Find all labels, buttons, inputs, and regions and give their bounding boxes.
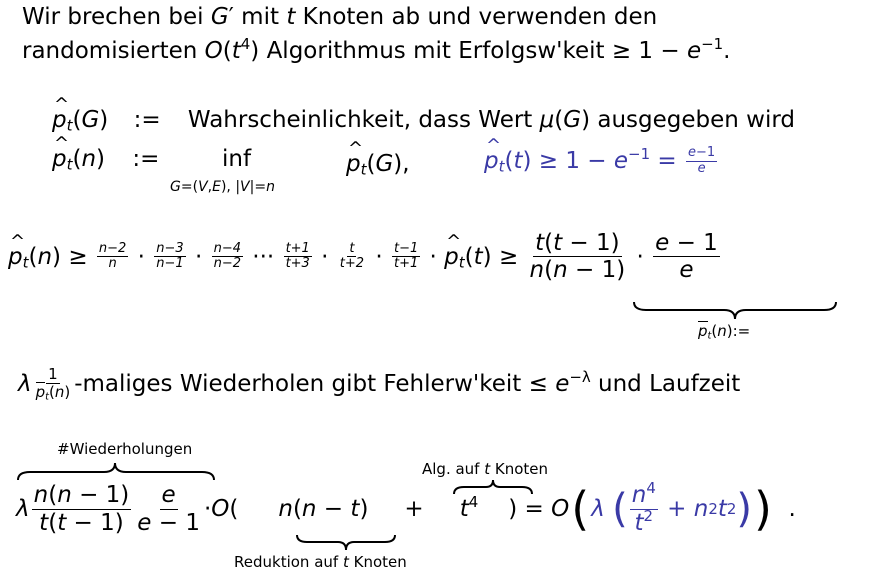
underbrace-pbar: [632, 300, 838, 322]
intro-line-2: randomisierten $O(t^4)$ Algorithmus mit Erfolgsw'keit ≥ $1 - e^{-1}$.: [22, 35, 731, 64]
def-row-1: ^ $p_t(G)$ := Wahrscheinlichkeit, dass Wert μ(G) ausgegeben wird: [52, 107, 795, 133]
result-frac-2: $\frac{e - 1}{e}$: [655, 230, 718, 284]
result-frac-1: $\frac{t(t - 1)}{n(n - 1)}$: [529, 230, 626, 284]
product-frac-2: $\frac{n-3}{n-1}$: [156, 240, 184, 272]
underbrace-reduktion: [295, 533, 397, 553]
overbrace-wiederholungen: [16, 460, 216, 482]
product-frac-1: $\frac{n-2}{n}$: [98, 240, 127, 272]
alg-label: Alg. auf t Knoten: [422, 460, 549, 478]
def-row-2: ^ $p_t(n)$ :=: [52, 146, 159, 172]
product-inequality: ^ $p_t$ ( n ) ≥ $\frac{n-2}{n}$ · $\frac{n-3}{n-1}$ · $\frac{n-4}{n-2}$ ··· $\frac{t+1}{t+3}$ · $\frac{t}{t+2}$ · $\frac{t-1}{t+1}$ · ^ $p_t$ ( t ) ≥ $\frac{t(t - 1)}{n(n - 1)}$ · $\frac{e - 1}{e}$: [8, 230, 722, 284]
intro-line-1: Wir brechen bei G′ mit t Knoten ab und verwenden den: [22, 4, 658, 30]
product-frac-3: $\frac{n-4}{n-2}$: [213, 240, 241, 272]
product-frac-4: $\frac{t+1}{t+3}$: [285, 240, 310, 272]
inf-argument: ^ $p_t(G)$,: [346, 151, 410, 177]
inf-operator: inf: [222, 146, 252, 172]
product-frac-6: $\frac{t-1}{t+1}$: [393, 240, 419, 272]
inf-subscript: G=(V,E), |V|=n: [170, 179, 275, 195]
runtime-equation: λ $\frac{n(n - 1)}{t(t - 1)}$ $\frac{e}{e - 1}$ · O ( n(n − t) + $t^4$ ) = O ( λ ( $\frac{n^4}{t^2}$ + n 2 t 2 ) ) .: [16, 479, 796, 536]
wiederholungen-label: #Wiederholungen: [57, 440, 193, 458]
repeat-line: λ $\frac{1}{p_t(n)}$ -maliges Wiederholen gibt Fehlerw'keit ≤ $e^{-\lambda}$ und Laufzeit: [18, 365, 741, 403]
pbar-label: $p_t(n):=$: [698, 322, 751, 342]
def-note-blue: ^ $p_t(t) \ge 1 - e^{-1}$ = $\frac{e-1}{e}$: [484, 146, 719, 177]
reduktion-label: Reduktion auf t Knoten: [234, 553, 407, 571]
product-frac-5: $\frac{t}{t+2}$: [339, 240, 365, 272]
